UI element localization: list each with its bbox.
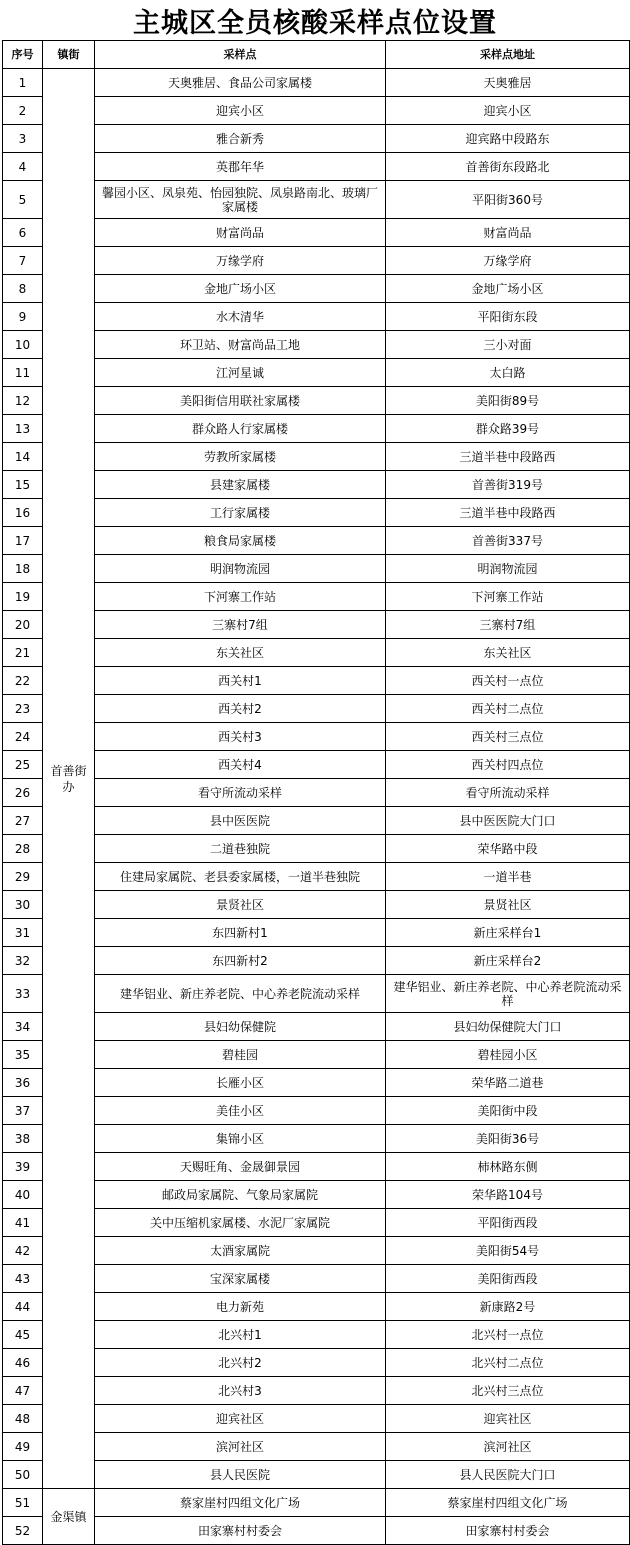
row-number: 18: [3, 555, 43, 583]
table-row: [3, 275, 630, 303]
row-number: 12: [3, 387, 43, 415]
row-number: 31: [3, 919, 43, 947]
site-address-cell: 新康路2号: [386, 1293, 630, 1321]
sampling-site-cell: 集锦小区: [95, 1125, 386, 1153]
row-number: 9: [3, 303, 43, 331]
sampling-site-cell: 金地广场小区: [95, 275, 386, 303]
sampling-site-cell: 住建局家属院、老县委家属楼，一道半巷独院: [95, 863, 386, 891]
row-number: 13: [3, 415, 43, 443]
table-row: [3, 1377, 630, 1405]
site-address-cell: 财富尚品: [386, 219, 630, 247]
table-row: [3, 779, 630, 807]
site-address-cell: 蔡家崖村四组文化广场: [386, 1489, 630, 1517]
table-row: [3, 181, 630, 219]
table-row: [3, 1461, 630, 1489]
sampling-site-cell: 蔡家崖村四组文化广场: [95, 1489, 386, 1517]
site-address-cell: 平阳街360号: [386, 181, 630, 219]
site-address-cell: 明润物流园: [386, 555, 630, 583]
row-number: 4: [3, 153, 43, 181]
row-number: 52: [3, 1517, 43, 1545]
table-row: [3, 1349, 630, 1377]
site-address-cell: 平阳街西段: [386, 1209, 630, 1237]
row-number: 26: [3, 779, 43, 807]
sampling-site-cell: 三寨村7组: [95, 611, 386, 639]
page-title: 主城区全员核酸采样点位设置: [133, 7, 497, 39]
sampling-site-cell: 劳教所家属楼: [95, 443, 386, 471]
sampling-site-cell: 景贤社区: [95, 891, 386, 919]
site-address-cell: 美阳街36号: [386, 1125, 630, 1153]
row-number: 11: [3, 359, 43, 387]
row-number: 50: [3, 1461, 43, 1489]
sampling-site-cell: 环卫站、财富尚品工地: [95, 331, 386, 359]
row-number: 8: [3, 275, 43, 303]
site-address-cell: 西关村四点位: [386, 751, 630, 779]
table-row: [3, 1041, 630, 1069]
sampling-site-cell: 美佳小区: [95, 1097, 386, 1125]
sampling-site-cell: 县中医医院: [95, 807, 386, 835]
sampling-site-cell: 下河寨工作站: [95, 583, 386, 611]
header-no: 序号: [3, 41, 43, 69]
table-row: [3, 1265, 630, 1293]
table-row: [3, 443, 630, 471]
site-address-cell: 荣华路二道巷: [386, 1069, 630, 1097]
site-address-cell: 一道半巷: [386, 863, 630, 891]
sampling-site-cell: 看守所流动采样: [95, 779, 386, 807]
site-address-cell: 三道半巷中段路西: [386, 499, 630, 527]
site-address-cell: 田家寨村村委会: [386, 1517, 630, 1545]
table-row: [3, 1125, 630, 1153]
sampling-site-cell: 英郡年华: [95, 153, 386, 181]
table-row: [3, 97, 630, 125]
row-number: 39: [3, 1153, 43, 1181]
site-address-cell: 美阳街中段: [386, 1097, 630, 1125]
table-row: [3, 807, 630, 835]
site-address-cell: 美阳街54号: [386, 1237, 630, 1265]
table-row: [3, 1153, 630, 1181]
site-address-cell: 首善街319号: [386, 471, 630, 499]
site-address-cell: 新庄采样台2: [386, 947, 630, 975]
row-number: 28: [3, 835, 43, 863]
row-number: 19: [3, 583, 43, 611]
sampling-site-cell: 天奥雅居、食品公司家属楼: [95, 69, 386, 97]
sampling-site-cell: 田家寨村村委会: [95, 1517, 386, 1545]
site-address-cell: 平阳街东段: [386, 303, 630, 331]
table-row: [3, 303, 630, 331]
row-number: 29: [3, 863, 43, 891]
table-row: [3, 125, 630, 153]
row-number: 42: [3, 1237, 43, 1265]
table-row: [3, 667, 630, 695]
site-address-cell: 县中医医院大门口: [386, 807, 630, 835]
table-row: [3, 1517, 630, 1545]
sampling-site-cell: 县人民医院: [95, 1461, 386, 1489]
row-number: 44: [3, 1293, 43, 1321]
site-address-cell: 美阳街西段: [386, 1265, 630, 1293]
sampling-site-cell: 西关村4: [95, 751, 386, 779]
sampling-sites-table: [2, 40, 630, 1545]
sampling-site-cell: 水木清华: [95, 303, 386, 331]
sampling-site-cell: 县妇幼保健院: [95, 1013, 386, 1041]
site-address-cell: 三道半巷中段路西: [386, 443, 630, 471]
sampling-site-cell: 太酒家属院: [95, 1237, 386, 1265]
row-number: 16: [3, 499, 43, 527]
table-row: [3, 1405, 630, 1433]
sampling-site-cell: 碧桂园: [95, 1041, 386, 1069]
row-number: 33: [3, 975, 43, 1013]
table-row: [3, 555, 630, 583]
table-row: [3, 751, 630, 779]
site-address-cell: 县人民医院大门口: [386, 1461, 630, 1489]
site-address-cell: 迎宾社区: [386, 1405, 630, 1433]
table-row: [3, 1237, 630, 1265]
sampling-site-cell: 财富尚品: [95, 219, 386, 247]
site-address-cell: 县妇幼保健院大门口: [386, 1013, 630, 1041]
sampling-site-cell: 群众路人行家属楼: [95, 415, 386, 443]
site-address-cell: 荣华路中段: [386, 835, 630, 863]
table-row: [3, 863, 630, 891]
town-cell: 金渠镇: [43, 1489, 95, 1545]
row-number: 17: [3, 527, 43, 555]
table-row: [3, 891, 630, 919]
sampling-site-cell: 东关社区: [95, 639, 386, 667]
table-row: [3, 723, 630, 751]
table-row: [3, 695, 630, 723]
row-number: 22: [3, 667, 43, 695]
header-address: 采样点地址: [386, 41, 630, 69]
table-row: [3, 1097, 630, 1125]
sampling-site-cell: 西关村3: [95, 723, 386, 751]
table-row: [3, 1069, 630, 1097]
site-address-cell: 迎宾路中段路东: [386, 125, 630, 153]
sampling-site-cell: 北兴村3: [95, 1377, 386, 1405]
table-row: [3, 499, 630, 527]
site-address-cell: 东关社区: [386, 639, 630, 667]
row-number: 24: [3, 723, 43, 751]
row-number: 43: [3, 1265, 43, 1293]
row-number: 14: [3, 443, 43, 471]
site-address-cell: 下河寨工作站: [386, 583, 630, 611]
table-row: [3, 583, 630, 611]
sampling-site-cell: 东四新村2: [95, 947, 386, 975]
table-row: [3, 331, 630, 359]
town-cell: 首善街办: [43, 69, 95, 1489]
table-row: [3, 1293, 630, 1321]
site-address-cell: 滨河社区: [386, 1433, 630, 1461]
table-body: [3, 69, 630, 1545]
row-number: 3: [3, 125, 43, 153]
table-row: [3, 69, 630, 97]
sampling-site-cell: 粮食局家属楼: [95, 527, 386, 555]
site-address-cell: 迎宾小区: [386, 97, 630, 125]
site-address-cell: 北兴村三点位: [386, 1377, 630, 1405]
row-number: 20: [3, 611, 43, 639]
sampling-site-cell: 西关村2: [95, 695, 386, 723]
site-address-cell: 金地广场小区: [386, 275, 630, 303]
site-address-cell: 天奥雅居: [386, 69, 630, 97]
row-number: 5: [3, 181, 43, 219]
header-site: 采样点: [95, 41, 386, 69]
site-address-cell: 柿林路东侧: [386, 1153, 630, 1181]
site-address-cell: 群众路39号: [386, 415, 630, 443]
site-address-cell: 北兴村二点位: [386, 1349, 630, 1377]
row-number: 1: [3, 69, 43, 97]
table-row: [3, 1209, 630, 1237]
sampling-site-cell: 北兴村2: [95, 1349, 386, 1377]
sampling-site-cell: 雅合新秀: [95, 125, 386, 153]
table-row: [3, 835, 630, 863]
sampling-site-cell: 天赐旺角、金晟御景园: [95, 1153, 386, 1181]
sampling-site-cell: 美阳街信用联社家属楼: [95, 387, 386, 415]
sampling-site-cell: 邮政局家属院、气象局家属院: [95, 1181, 386, 1209]
table-row: [3, 611, 630, 639]
row-number: 46: [3, 1349, 43, 1377]
row-number: 40: [3, 1181, 43, 1209]
sampling-site-cell: 明润物流园: [95, 555, 386, 583]
sampling-site-cell: 东四新村1: [95, 919, 386, 947]
site-address-cell: 看守所流动采样: [386, 779, 630, 807]
site-address-cell: 三寨村7组: [386, 611, 630, 639]
site-address-cell: 美阳街89号: [386, 387, 630, 415]
table-row: [3, 1489, 630, 1517]
table-row: [3, 947, 630, 975]
sampling-site-cell: 关中压缩机家属楼、水泥厂家属院: [95, 1209, 386, 1237]
row-number: 10: [3, 331, 43, 359]
table-row: [3, 471, 630, 499]
row-number: 27: [3, 807, 43, 835]
row-number: 15: [3, 471, 43, 499]
site-address-cell: 西关村三点位: [386, 723, 630, 751]
site-address-cell: 万缘学府: [386, 247, 630, 275]
table-header-row: [3, 41, 630, 69]
site-address-cell: 景贤社区: [386, 891, 630, 919]
row-number: 34: [3, 1013, 43, 1041]
row-number: 35: [3, 1041, 43, 1069]
row-number: 45: [3, 1321, 43, 1349]
sampling-site-cell: 二道巷独院: [95, 835, 386, 863]
table-row: [3, 975, 630, 1013]
sampling-site-cell: 县建家属楼: [95, 471, 386, 499]
row-number: 48: [3, 1405, 43, 1433]
row-number: 32: [3, 947, 43, 975]
table-row: [3, 247, 630, 275]
table-row: [3, 919, 630, 947]
row-number: 7: [3, 247, 43, 275]
sampling-site-cell: 建华铝业、新庄养老院、中心养老院流动采样: [95, 975, 386, 1013]
site-address-cell: 首善街337号: [386, 527, 630, 555]
table-row: [3, 359, 630, 387]
site-address-cell: 三小对面: [386, 331, 630, 359]
row-number: 47: [3, 1377, 43, 1405]
row-number: 6: [3, 219, 43, 247]
sampling-site-cell: 工行家属楼: [95, 499, 386, 527]
row-number: 25: [3, 751, 43, 779]
site-address-cell: 碧桂园小区: [386, 1041, 630, 1069]
sampling-site-cell: 江河星诚: [95, 359, 386, 387]
site-address-cell: 新庄采样台1: [386, 919, 630, 947]
table-row: [3, 1433, 630, 1461]
site-address-cell: 建华铝业、新庄养老院、中心养老院流动采样: [386, 975, 630, 1013]
row-number: 23: [3, 695, 43, 723]
table-row: [3, 387, 630, 415]
table-row: [3, 415, 630, 443]
site-address-cell: 北兴村一点位: [386, 1321, 630, 1349]
row-number: 51: [3, 1489, 43, 1517]
table-row: [3, 527, 630, 555]
table-row: [3, 219, 630, 247]
sampling-site-cell: 宝深家属楼: [95, 1265, 386, 1293]
sampling-site-cell: 万缘学府: [95, 247, 386, 275]
sampling-site-cell: 迎宾小区: [95, 97, 386, 125]
row-number: 36: [3, 1069, 43, 1097]
row-number: 30: [3, 891, 43, 919]
site-address-cell: 西关村二点位: [386, 695, 630, 723]
sampling-site-cell: 滨河社区: [95, 1433, 386, 1461]
sampling-site-cell: 电力新苑: [95, 1293, 386, 1321]
row-number: 49: [3, 1433, 43, 1461]
row-number: 38: [3, 1125, 43, 1153]
site-address-cell: 荣华路104号: [386, 1181, 630, 1209]
header-town: 镇街: [43, 41, 95, 69]
row-number: 41: [3, 1209, 43, 1237]
sampling-site-cell: 迎宾社区: [95, 1405, 386, 1433]
sampling-site-cell: 西关村1: [95, 667, 386, 695]
table-row: [3, 639, 630, 667]
site-address-cell: 太白路: [386, 359, 630, 387]
sampling-site-cell: 北兴村1: [95, 1321, 386, 1349]
table-row: [3, 153, 630, 181]
site-address-cell: 首善街东段路北: [386, 153, 630, 181]
table-row: [3, 1013, 630, 1041]
site-address-cell: 西关村一点位: [386, 667, 630, 695]
row-number: 2: [3, 97, 43, 125]
sampling-site-cell: 长雁小区: [95, 1069, 386, 1097]
row-number: 21: [3, 639, 43, 667]
table-row: [3, 1181, 630, 1209]
row-number: 37: [3, 1097, 43, 1125]
table-row: [3, 1321, 630, 1349]
sampling-site-cell: 馨园小区、凤泉苑、怡园独院、凤泉路南北、玻璃厂家属楼: [95, 181, 386, 219]
